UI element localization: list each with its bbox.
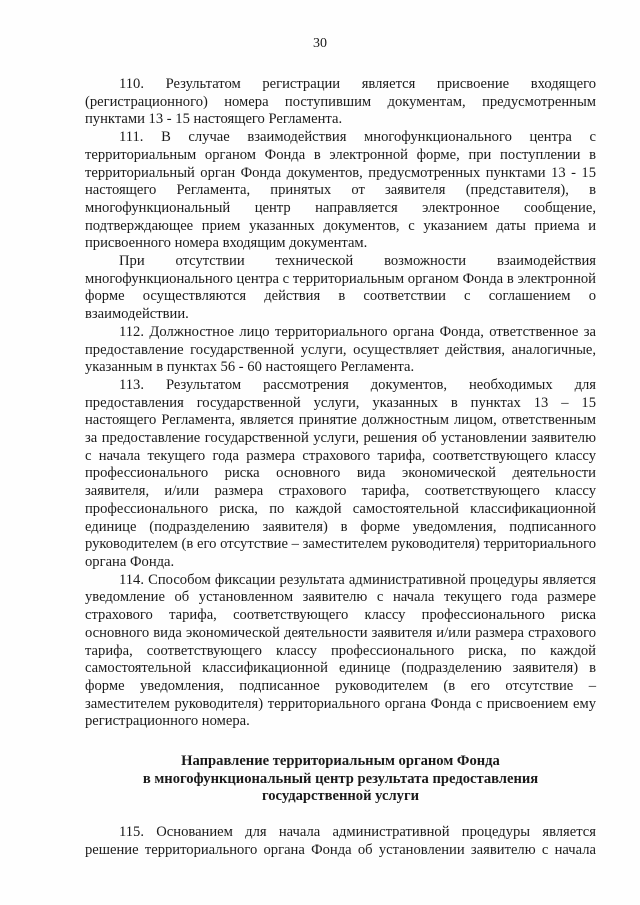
- paragraph-113: 113. Результатом рассмотрения документов, необходимых для предоставления государственной услуги, указанных в пунктах 13 – 15 настоящего Регламента, является принятие должностным лицом, ответственным за предоставление государственной услуги, решения об установлении заявителю с начала текущего года размера страхового тарифа, соответствующего классу профессионального риска основного вида экономической деятельности заявителя, и/или размера страхового тарифа, соответствующего классу профессионального риска, по каждой самостоятельной классификационной единице (подразделению заявителя) в форме уведомления, подписанного руководителем (в его отсутствие – заместителем руководителя) территориального органа Фонда.: [85, 376, 596, 570]
- paragraph-114: 114. Способом фиксации результата административной процедуры является уведомление об установленном заявителю с начала текущего года размере страхового тарифа, соответствующего классу профессионального риска основного вида экономической деятельности заявителя и/или размера страхового тарифа, соответствующего классу профессионального риска, по каждой самостоятельной классификационной единице (подразделению заявителя) в форме уведомления, подписанное руководителем (в его отсутствие – заместителем руководителя) территориального органа Фонда с присвоением ему регистрационного номера.: [85, 571, 596, 730]
- heading-line: государственной услуги: [261, 788, 420, 805]
- paragraph-111: 111. В случае взаимодействия многофункционального центра с территориальным органом Фонда в электронной форме, при поступлении в территориальный орган Фонда документов, предусмотренных пунктами 13 - 15 настоящего Регламента, принятых от заявителя (представителя), в многофункциональный центр направляется электронное сообщение, подтверждающее прием указанных документов, с указанием даты приема и присвоенного номера входящим документам.: [85, 129, 596, 252]
- document-body: [85, 76, 596, 860]
- paragraph-115: 115. Основанием для начала административной процедуры является решение территориального органа Фонда об установлении заявителю с начала: [85, 824, 596, 858]
- paragraph-110: 110. Результатом регистрации является присвоение входящего (регистрационного) номера поступившим документам, предусмотренным пунктами 13 - 15 настоящего Регламента.: [85, 76, 596, 128]
- paragraph-112: 112. Должностное лицо территориального органа Фонда, ответственное за предоставление государственной услуги, осуществляет действия, аналогичные, указанным в пунктах 56 - 60 настоящего Регламента.: [85, 323, 596, 376]
- paragraph-111-continued: При отсутствии технической возможности взаимодействия многофункционального центра с территориальным органом Фонда в электронной форме осуществляются действия в соответствии с соглашением о взаимодействии.: [85, 253, 596, 323]
- heading-line: в многофункциональный центр результата предоставления: [142, 770, 539, 787]
- page-number: 30: [313, 36, 327, 51]
- section-heading: [85, 753, 596, 806]
- heading-line: Направление территориальным органом Фонда: [181, 753, 500, 770]
